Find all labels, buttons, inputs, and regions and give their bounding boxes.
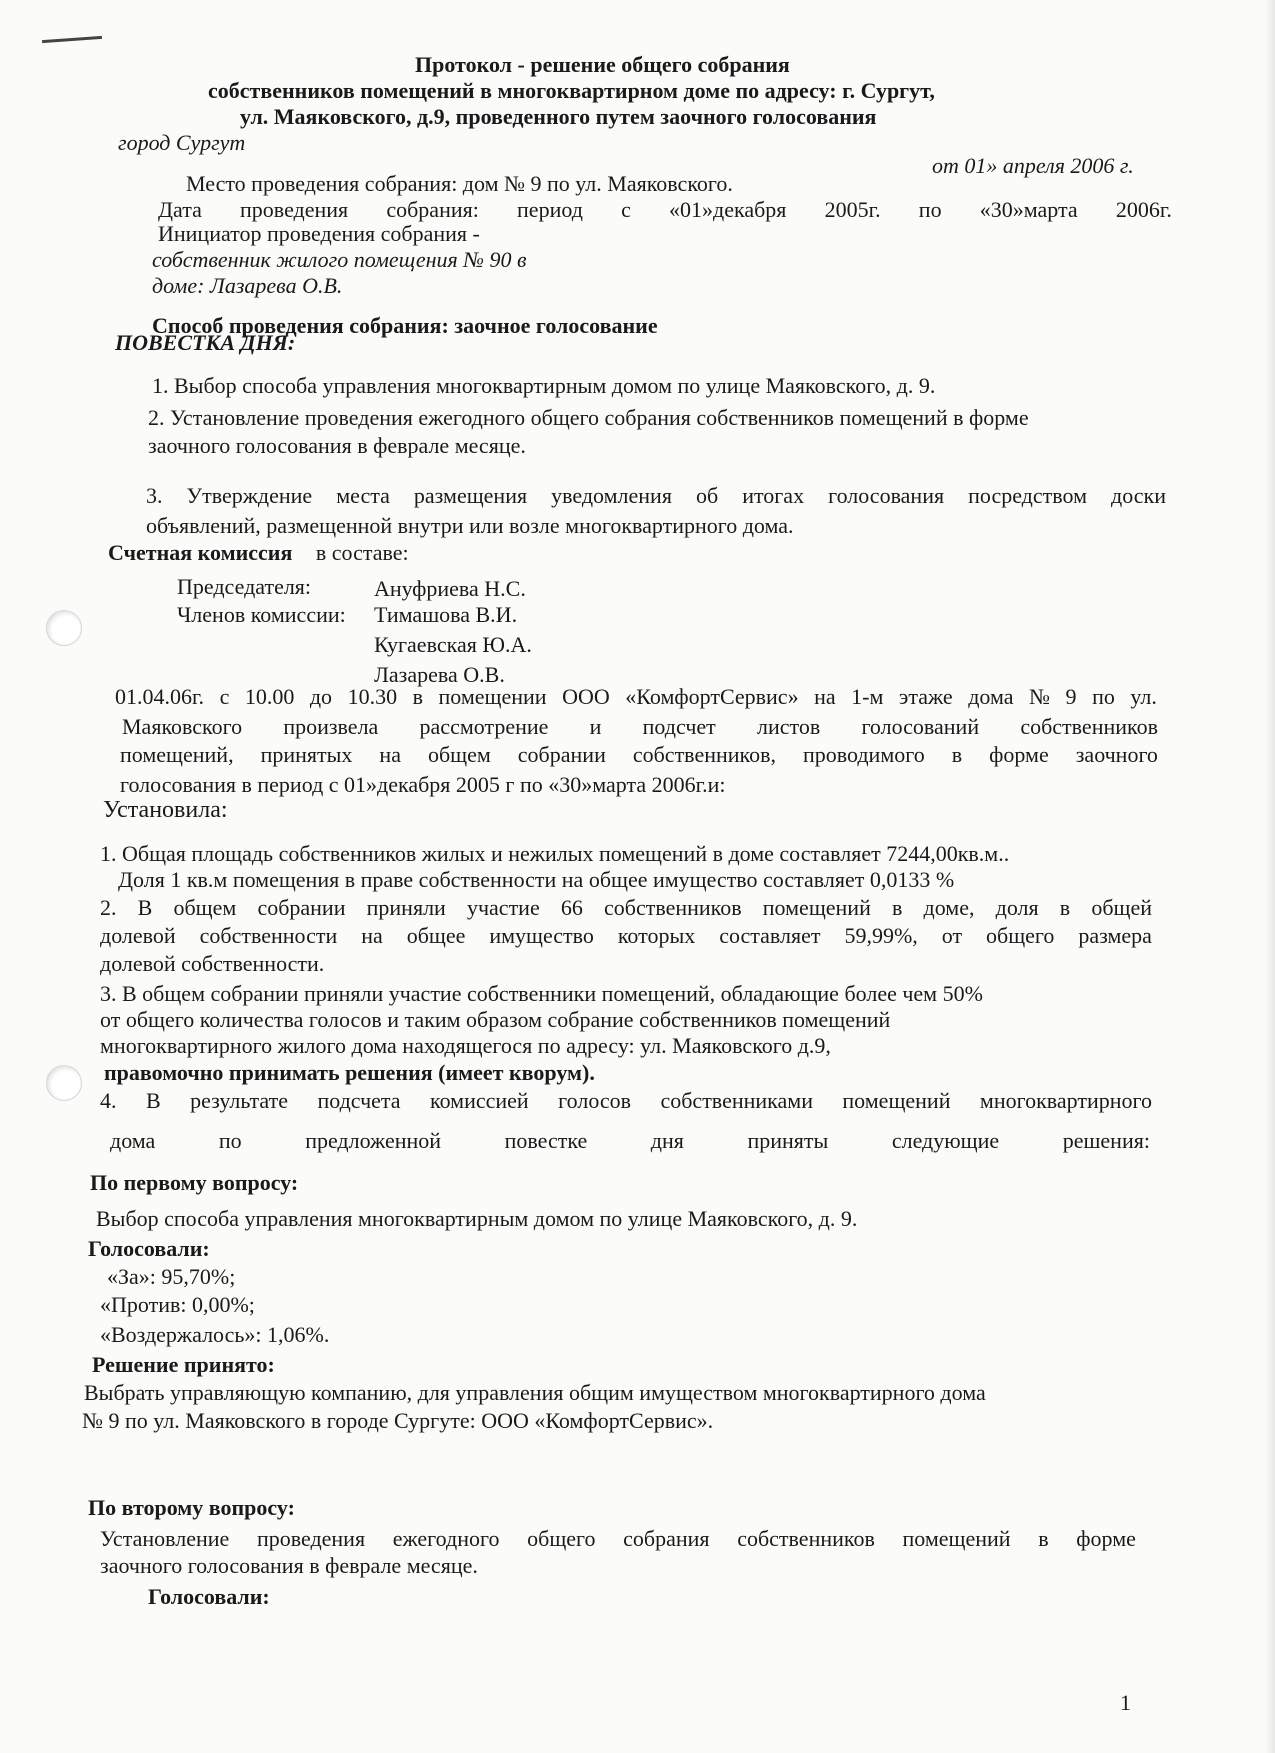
- commission-label: Счетная комиссия: [108, 540, 293, 565]
- word: 2.: [100, 895, 117, 920]
- word: доски: [1111, 483, 1166, 508]
- word: форме: [1076, 1526, 1136, 1551]
- word: помещений: [762, 895, 871, 920]
- word: помещений,: [120, 742, 234, 767]
- word: помещений: [842, 1088, 951, 1113]
- finding-3-line-3: многоквартирного жилого дома находящегося по адресу: ул. Маяковского д.9,: [100, 1033, 831, 1058]
- commission-text-line-2: [122, 714, 1158, 740]
- findings-heading: Установила:: [103, 797, 228, 823]
- q2-voted: Голосовали:: [148, 1584, 270, 1609]
- word: повестке: [504, 1128, 588, 1153]
- word: до: [309, 684, 333, 709]
- word: помещении: [438, 684, 547, 709]
- word: в: [892, 895, 903, 920]
- q2-text-line-1: [100, 1526, 1136, 1552]
- word: 2006г.: [1115, 197, 1172, 222]
- word: В: [145, 1088, 161, 1113]
- word: предложенной: [305, 1128, 442, 1153]
- word: собственников: [604, 895, 742, 920]
- word: Установление: [100, 1526, 230, 1551]
- document-date: от 01» апреля 2006 г.: [932, 153, 1134, 178]
- word: 1-м: [851, 684, 884, 709]
- punch-hole-bottom: [46, 1065, 82, 1101]
- word: Маяковского: [122, 714, 243, 739]
- word: 10.00: [244, 684, 295, 709]
- word: по: [218, 1128, 242, 1153]
- word: «30»марта: [979, 197, 1078, 222]
- word: «01»декабря: [669, 197, 787, 222]
- word: доля: [995, 895, 1039, 920]
- word: голосований: [861, 714, 980, 739]
- word: проведения: [256, 1526, 366, 1551]
- word: размера: [1078, 923, 1152, 948]
- word: подсчет: [642, 714, 716, 739]
- word: и: [589, 714, 602, 739]
- word: доме,: [923, 895, 975, 920]
- word: общем: [427, 742, 491, 767]
- meeting-period: [158, 197, 1172, 223]
- finding-3-line-2: от общего количества голосов и таким образом собрание собственников помещений: [100, 1007, 891, 1032]
- word: в: [1038, 1526, 1049, 1551]
- word: в: [951, 742, 963, 767]
- finding-1-line-1: 1. Общая площадь собственников жилых и нежилых помещений в доме составляет 7244,00кв.м..: [100, 841, 1010, 866]
- meeting-place: Место проведения собрания: дом № 9 по ул. Маяковского.: [186, 171, 733, 196]
- word: «КомфортСервис»: [625, 684, 799, 709]
- finding-2-line-3: долевой собственности.: [100, 951, 325, 976]
- punch-hole-top: [46, 610, 82, 646]
- word: итогах: [742, 483, 805, 508]
- word: №: [1029, 684, 1051, 709]
- word: по: [918, 197, 942, 222]
- finding-2-line-1: [100, 895, 1152, 921]
- word: помещений: [902, 1526, 1011, 1551]
- word: общее: [406, 923, 466, 948]
- finding-4-line-1: [100, 1088, 1152, 1114]
- word: этаже: [898, 684, 953, 709]
- word: следующие: [891, 1128, 1000, 1153]
- word: ежегодного: [392, 1526, 500, 1551]
- q1-voted: Голосовали:: [88, 1236, 210, 1261]
- word: ООО: [562, 684, 610, 709]
- agenda-item-1: 1. Выбор способа управления многоквартирным домом по улице Маяковского, д. 9.: [152, 373, 936, 398]
- word: участие: [466, 895, 540, 920]
- word: ул.: [1130, 684, 1157, 709]
- word: 4.: [100, 1088, 117, 1113]
- agenda-heading: ПОВЕСТКА ДНЯ:: [115, 330, 296, 355]
- word: результате: [190, 1088, 288, 1113]
- word: 01.04.06г.: [115, 684, 205, 709]
- finding-1-line-2: Доля 1 кв.м помещения в праве собственности на общее имущество составляет 0,0133 %: [118, 867, 955, 892]
- word: составляет: [719, 923, 821, 948]
- word: 3.: [146, 483, 163, 508]
- members-label: Членов комиссии:: [177, 602, 346, 627]
- word: в: [1059, 895, 1071, 920]
- pen-mark: [42, 36, 102, 43]
- word: В: [137, 895, 153, 920]
- word: собственников,: [632, 742, 776, 767]
- word: на: [379, 742, 401, 767]
- word: уведомления: [551, 483, 672, 508]
- word: дома: [968, 684, 1014, 709]
- word: долевой: [100, 923, 176, 948]
- word: по: [1092, 684, 1115, 709]
- word: решения:: [1062, 1128, 1150, 1153]
- word: на: [361, 923, 383, 948]
- word: общего: [986, 923, 1055, 948]
- agenda-item-2-line-2: заочного голосования в феврале месяце.: [148, 433, 526, 458]
- word: приняты: [747, 1128, 829, 1153]
- page-edge-shadow: [1265, 0, 1275, 1753]
- title-line-2: собственников помещений в многоквартирном доме по адресу: г. Сургут,: [208, 78, 935, 103]
- q1-heading: По первому вопросу:: [90, 1170, 299, 1195]
- word: собственников: [1020, 714, 1158, 739]
- q1-for: «За»: 95,70%;: [107, 1264, 236, 1289]
- word: многоквартирного: [979, 1088, 1152, 1113]
- word: Дата: [158, 197, 202, 222]
- word: принятых: [260, 742, 353, 767]
- q2-heading: По второму вопросу:: [88, 1495, 295, 1520]
- chair-name: Ануфриева Н.С.: [374, 576, 526, 601]
- q1-abstain: «Воздержалось»: 1,06%.: [100, 1322, 330, 1347]
- initiator-line-1: собственник жилого помещения № 90 в: [152, 247, 527, 272]
- word: собственности: [199, 923, 338, 948]
- city: город Сургут: [118, 130, 246, 155]
- word: посредством: [968, 483, 1087, 508]
- q1-decision-line-1: Выбрать управляющую компанию, для управления общим имуществом многоквартирного дома: [84, 1380, 986, 1405]
- word: 9: [1065, 684, 1077, 709]
- word: листов: [756, 714, 821, 739]
- word: дня: [650, 1128, 684, 1153]
- initiator-line-2: доме: Лазарева О.В.: [152, 273, 343, 298]
- word: форме: [989, 742, 1049, 767]
- word: об: [695, 483, 719, 508]
- title-line-3: ул. Маяковского, д.9, проведенного путем заочного голосования: [240, 104, 877, 129]
- word: общего: [527, 1526, 596, 1551]
- word: 10.30: [347, 684, 398, 709]
- initiator-label: Инициатор проведения собрания -: [158, 221, 480, 246]
- word: в: [412, 684, 423, 709]
- member-name: Лазарева О.В.: [374, 662, 505, 687]
- word: собрания:: [386, 197, 479, 222]
- word: произвела: [283, 714, 379, 739]
- word: с: [621, 197, 631, 222]
- member-name: Тимашова В.И.: [374, 602, 518, 627]
- word: собрании: [517, 742, 606, 767]
- agenda-item-3-line-1: [146, 483, 1166, 509]
- word: дома: [110, 1128, 156, 1153]
- finding-2-line-2: [100, 923, 1152, 949]
- word: голосования: [828, 483, 945, 508]
- agenda-item-3-line-2: объявлений, размещенной внутри или возле многоквартирного дома.: [146, 513, 794, 538]
- word: собственниками: [660, 1088, 813, 1113]
- word: места: [336, 483, 390, 508]
- commission-suffix: в составе:: [315, 540, 409, 565]
- q1-text: Выбор способа управления многоквартирным домом по улице Маяковского, д. 9.: [96, 1206, 858, 1231]
- q2-text-line-2: заочного голосования в феврале месяце.: [100, 1553, 478, 1578]
- meeting-method: Способ проведения собрания: заочное голосование: [152, 313, 658, 338]
- word: Утверждение: [186, 483, 313, 508]
- word: 66: [560, 895, 583, 920]
- q1-against: «Против: 0,00%;: [100, 1292, 255, 1317]
- commission-text-line-3: [120, 742, 1158, 768]
- word: голосов: [558, 1088, 632, 1113]
- word: имущество: [489, 923, 594, 948]
- word: собрании: [257, 895, 346, 920]
- word: приняли: [366, 895, 446, 920]
- page-number: 1: [1120, 1690, 1131, 1715]
- word: 2005г.: [824, 197, 881, 222]
- member-name: Кугаевская Ю.А.: [374, 632, 532, 657]
- commission-text-line-1: [115, 684, 1157, 710]
- commission-line: [108, 540, 409, 566]
- word: на: [814, 684, 836, 709]
- finding-3-line-4: правомочно принимать решения (имеет кворум).: [104, 1060, 595, 1085]
- chair-label: Председателя:: [177, 574, 312, 599]
- word: от: [941, 923, 963, 948]
- word: период: [517, 197, 583, 222]
- title-line-1: Протокол - решение общего собрания: [415, 52, 790, 77]
- word: собрания: [623, 1526, 710, 1551]
- word: которых: [617, 923, 696, 948]
- agenda-item-2-line-1: 2. Установление проведения ежегодного общего собрания собственников помещений в форме: [148, 405, 1029, 430]
- word: собственников: [737, 1526, 875, 1551]
- word: подсчета: [317, 1088, 401, 1113]
- word: 59,99%,: [844, 923, 918, 948]
- word: общей: [1091, 895, 1152, 920]
- word: проведения: [240, 197, 349, 222]
- word: заочного: [1075, 742, 1158, 767]
- word: проводимого: [802, 742, 925, 767]
- q1-decision-line-2: № 9 по ул. Маяковского в городе Сургуте: ООО «КомфортСервис».: [82, 1408, 714, 1433]
- finding-4-line-2: [110, 1128, 1150, 1154]
- commission-text-line-4: голосования в период с 01»декабря 2005 г по «30»марта 2006г.и:: [120, 772, 726, 797]
- q1-decision-heading: Решение принято:: [92, 1352, 275, 1377]
- word: комиссией: [430, 1088, 529, 1113]
- word: размещения: [413, 483, 528, 508]
- word: с: [219, 684, 230, 709]
- finding-3-line-1: 3. В общем собрании приняли участие собственники помещений, обладающие более чем 50%: [100, 981, 983, 1006]
- word: рассмотрение: [419, 714, 549, 739]
- word: общем: [173, 895, 237, 920]
